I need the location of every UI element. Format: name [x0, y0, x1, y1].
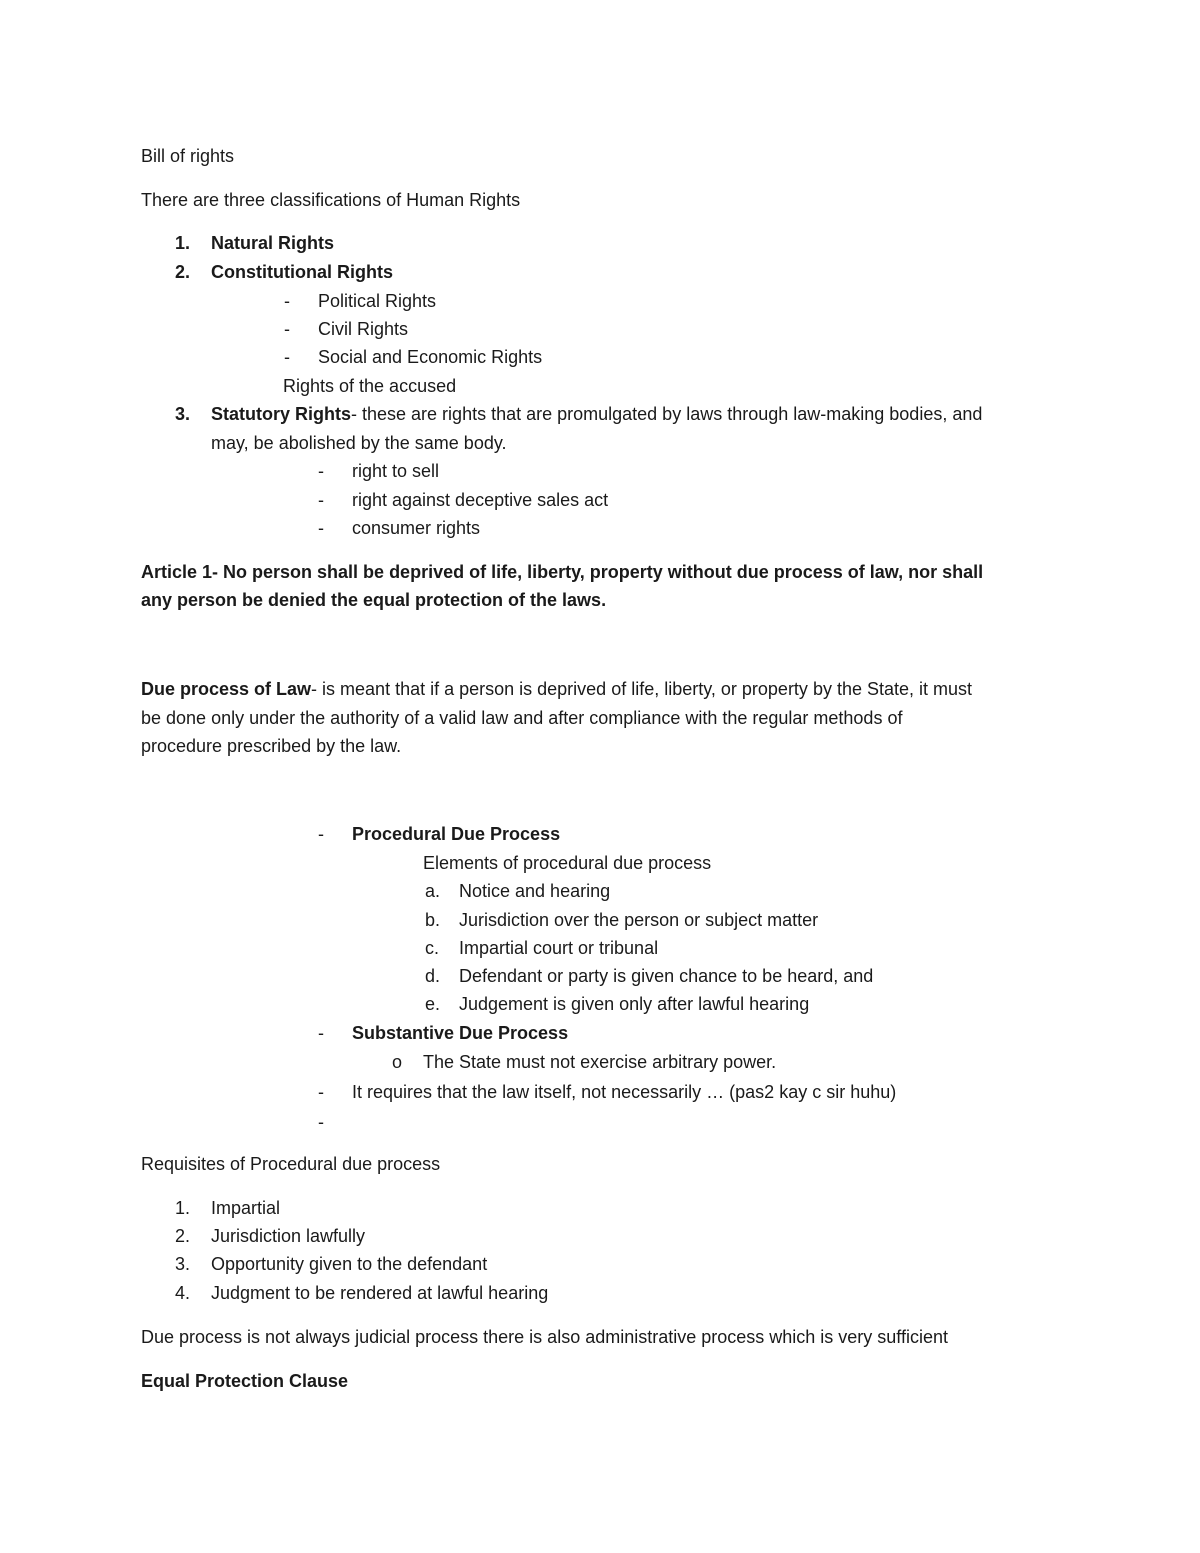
list-number: 1.	[175, 233, 191, 253]
due-process-line-1: - is meant that if a person is deprived of life, liberty, or property by the State, it must	[311, 679, 973, 699]
dash-marker: -	[318, 824, 324, 844]
statutory-rights-term: Statutory Rights	[211, 404, 352, 424]
subitem-political-rights: Political Rights	[318, 291, 437, 311]
due-process-term: Due process of Law	[141, 679, 312, 699]
dash-marker: -	[318, 518, 324, 538]
subitem-social-economic-rights: Social and Economic Rights	[318, 347, 543, 367]
substantive-note: It requires that the law itself, not necessarily … (pas2 kay c sir huhu)	[352, 1082, 897, 1102]
due-process-definition	[141, 677, 972, 701]
due-process-line-3: procedure prescribed by the law.	[141, 736, 402, 756]
letter-marker: d.	[425, 966, 441, 986]
statutory-rights-definition: - these are rights that are promulgated by laws through law-making bodies, and	[351, 404, 983, 424]
list-item-statutory-rights	[211, 402, 982, 426]
list-number: 4.	[175, 1283, 191, 1303]
elements-heading: Elements of procedural due process	[423, 853, 712, 873]
list-number: 3.	[175, 1254, 191, 1274]
bullet-marker: o	[392, 1052, 403, 1072]
letter-marker: a.	[425, 881, 441, 901]
dash-marker: -	[284, 347, 290, 367]
subitem-right-to-sell: right to sell	[352, 461, 440, 481]
requisites-heading: Requisites of Procedural due process	[141, 1154, 441, 1174]
rights-of-accused: Rights of the accused	[283, 376, 457, 396]
requisite-opportunity: Opportunity given to the defendant	[211, 1254, 488, 1274]
dash-marker: -	[318, 461, 324, 481]
letter-marker: c.	[425, 938, 440, 958]
element-notice-hearing: Notice and hearing	[459, 881, 611, 901]
dash-marker: -	[284, 291, 290, 311]
requisite-jurisdiction: Jurisdiction lawfully	[211, 1226, 366, 1246]
element-impartial-court: Impartial court or tribunal	[459, 938, 659, 958]
substantive-bullet: The State must not exercise arbitrary power.	[423, 1052, 777, 1072]
dash-marker: -	[284, 319, 290, 339]
article-1-text-cont: any person be denied the equal protection of the laws.	[141, 590, 607, 610]
list-item-natural-rights: Natural Rights	[211, 233, 335, 253]
closing-paragraph: Due process is not always judicial process there is also administrative process which is very sufficient	[141, 1327, 949, 1347]
equal-protection-heading: Equal Protection Clause	[141, 1371, 349, 1391]
list-number: 2.	[175, 1226, 191, 1246]
subitem-civil-rights: Civil Rights	[318, 319, 409, 339]
dash-marker: -	[318, 1112, 324, 1132]
requisite-impartial: Impartial	[211, 1198, 281, 1218]
dash-marker: -	[318, 1023, 324, 1043]
element-judgement: Judgement is given only after lawful hearing	[459, 994, 810, 1014]
list-number: 2.	[175, 262, 191, 282]
dash-marker: -	[318, 1082, 324, 1102]
document-title: Bill of rights	[141, 146, 235, 166]
substantive-due-process-heading: Substantive Due Process	[352, 1023, 569, 1043]
letter-marker: b.	[425, 910, 441, 930]
list-item-constitutional-rights: Constitutional Rights	[211, 262, 393, 282]
due-process-line-2: be done only under the authority of a valid law and after compliance with the regular methods of	[141, 708, 903, 728]
element-jurisdiction: Jurisdiction over the person or subject matter	[459, 910, 819, 930]
subitem-consumer-rights: consumer rights	[352, 518, 481, 538]
letter-marker: e.	[425, 994, 441, 1014]
statutory-rights-definition-cont: may, be abolished by the same body.	[211, 433, 507, 453]
list-number: 1.	[175, 1198, 191, 1218]
dash-marker: -	[318, 490, 324, 510]
article-1-text: Article 1- No person shall be deprived of life, liberty, property without due process of law, nor shall	[141, 562, 984, 582]
element-chance-to-be-heard: Defendant or party is given chance to be heard, and	[459, 966, 874, 986]
subitem-deceptive-sales: right against deceptive sales act	[352, 490, 609, 510]
procedural-due-process-heading: Procedural Due Process	[352, 824, 561, 844]
requisite-judgment: Judgment to be rendered at lawful hearing	[211, 1283, 549, 1303]
intro-paragraph: There are three classifications of Human Rights	[141, 190, 521, 210]
list-number: 3.	[175, 404, 191, 424]
